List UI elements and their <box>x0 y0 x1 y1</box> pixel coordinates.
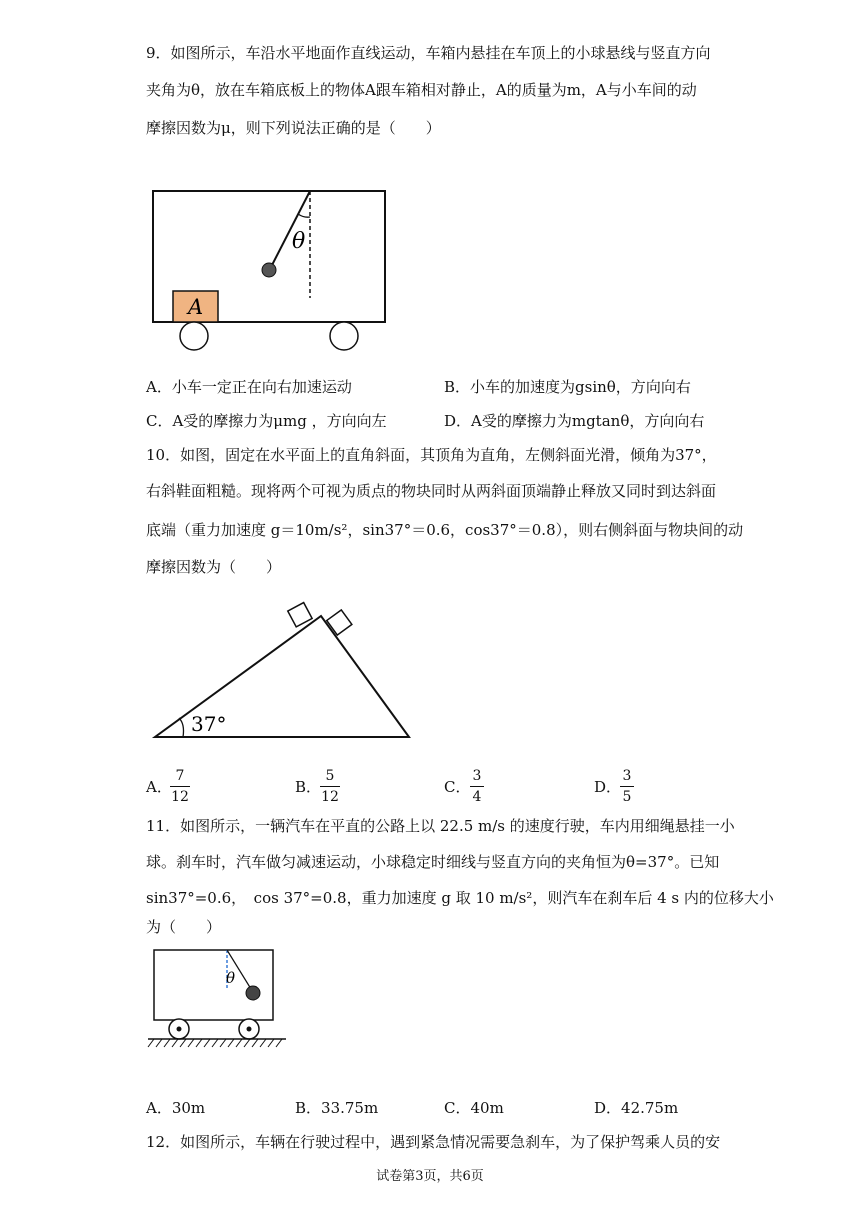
q10-line-3: 底端（重力加速度 g＝10m/s²，sin37°＝0.6，cos37°＝0.8），则右侧斜面与物块间的动 <box>146 521 744 539</box>
q10-option-b-fraction <box>320 768 340 805</box>
q10-option-d-letter: D． <box>594 778 622 796</box>
q9-wheel-left <box>180 322 208 350</box>
q9-block-label: A <box>188 295 204 319</box>
q12-line-1: 12．如图所示，车辆在行驶过程中，遇到紧急情况需要急刹车，为了保护驾乘人员的安 <box>146 1133 721 1151</box>
page-footer: 试卷第3页，共6页 <box>376 1169 484 1184</box>
q9-line-3: 摩擦因数为μ，则下列说法正确的是（ ） <box>146 119 441 137</box>
q10-option-c-fraction <box>470 768 484 805</box>
q11-theta-label: θ <box>226 969 236 987</box>
q10-option-a-den: 12 <box>171 789 189 805</box>
q9-wheel-right <box>330 322 358 350</box>
q11-option-b: B．33.75m <box>295 1099 379 1117</box>
q10-option-d-den: 5 <box>622 789 632 805</box>
q10-option-d-fraction <box>620 768 634 805</box>
q11-ground-hatching <box>148 1039 282 1047</box>
q11-option-d: D．42.75m <box>594 1099 679 1117</box>
q10-line-2: 右斜鞋面粗糙。现将两个可视为质点的物块同时从两斜面顶端静止释放又同时到达斜面 <box>146 482 717 500</box>
q9-option-a: A．小车一定正在向右加速运动 <box>146 378 352 396</box>
q10-angle-label: 37° <box>191 712 227 736</box>
q11-cart-figure <box>140 945 300 1055</box>
q11-wheel-right-axle <box>247 1027 252 1032</box>
q11-line-4: 为（ ） <box>146 918 222 936</box>
q11-line-3: sin37°=0.6， cos 37°=0.8，重力加速度 g 取 10 m/s²，则汽车在刹车后 4 s 内的位移大小 <box>146 889 774 907</box>
q10-incline-figure <box>145 590 420 750</box>
q10-option-a-num: 7 <box>175 768 185 784</box>
q11-option-a: A．30m <box>146 1099 206 1117</box>
q9-theta-label: θ <box>292 229 306 254</box>
q10-option-c-num: 3 <box>472 768 482 784</box>
q10-option-a-letter: A． <box>146 778 172 796</box>
q10-line-1: 10．如图，固定在水平面上的直角斜面，其顶角为直角，左侧斜面光滑，倾角为37°， <box>146 446 717 464</box>
q10-option-b-letter: B． <box>295 778 322 796</box>
q10-option-c-letter: C． <box>444 778 471 796</box>
q11-ball <box>246 986 260 1000</box>
q9-option-b: B．小车的加速度为gsinθ，方向向右 <box>444 378 691 396</box>
q10-option-c-den: 4 <box>472 789 482 805</box>
q9-line-2: 夹角为θ，放在车箱底板上的物体A跟车箱相对静止，A的质量为m，A与小车间的动 <box>146 81 697 99</box>
q10-block-right <box>327 610 352 635</box>
q9-cart-figure <box>140 180 400 360</box>
q10-option-d-num: 3 <box>622 768 632 784</box>
q10-option-a-fraction <box>170 768 190 805</box>
q9-angle-arc <box>298 214 310 217</box>
q11-line-1: 11．如图所示，一辆汽车在平直的公路上以 22.5 m/s 的速度行驶，车内用细绳悬挂一小 <box>146 817 735 835</box>
q9-line-1: 9．如图所示，车沿水平地面作直线运动，车箱内悬挂在车顶上的小球悬线与竖直方向 <box>146 44 711 62</box>
q9-option-c: C．A受的摩擦力为μmg ，方向向左 <box>146 412 387 430</box>
q11-option-c: C．40m <box>444 1099 504 1117</box>
q9-ball <box>262 263 276 277</box>
q10-angle-arc <box>179 718 184 737</box>
q9-option-d: D．A受的摩擦力为mgtanθ，方向向右 <box>444 412 705 430</box>
q11-wheel-left-axle <box>177 1027 182 1032</box>
q11-line-2: 球。刹车时，汽车做匀减速运动，小球稳定时细线与竖直方向的夹角恒为θ=37°。已知 <box>146 853 720 871</box>
q10-block-left <box>288 603 312 627</box>
q10-line-4: 摩擦因数为（ ） <box>146 558 282 576</box>
q10-option-b-den: 12 <box>321 789 339 805</box>
q10-option-b-num: 5 <box>325 768 335 784</box>
q11-cart-box <box>154 950 273 1020</box>
